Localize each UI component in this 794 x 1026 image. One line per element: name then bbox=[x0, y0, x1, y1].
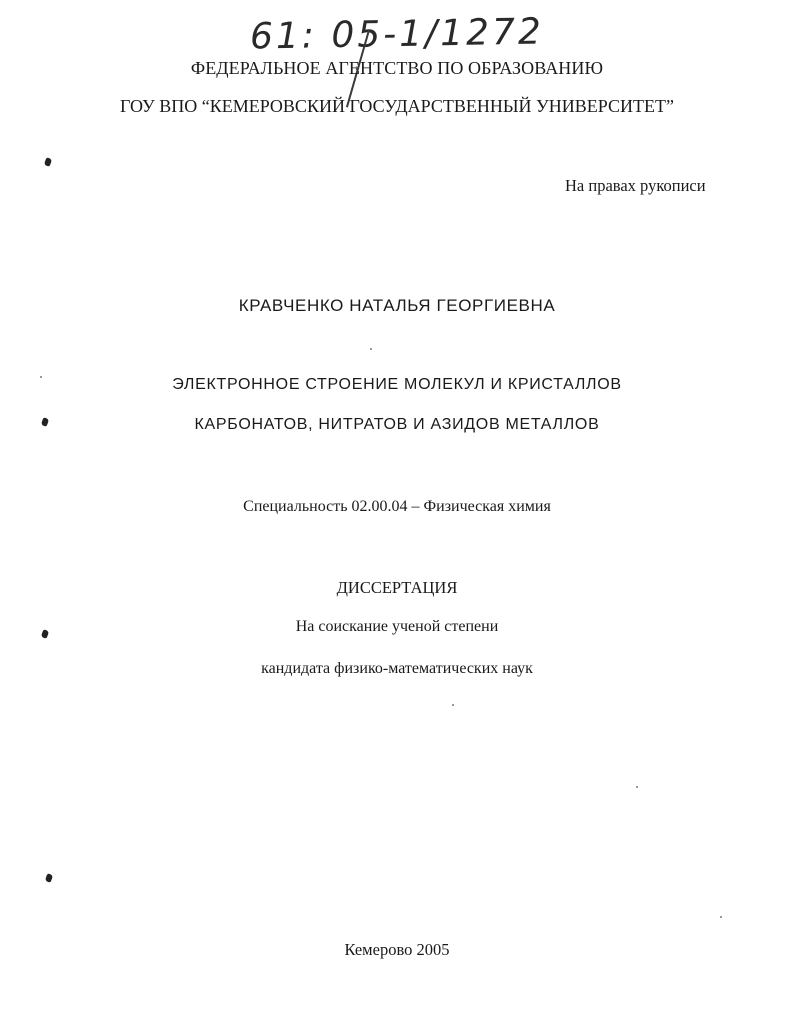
university-heading: ГОУ ВПО “КЕМЕРОВСКИЙ ГОСУДАРСТВЕННЫЙ УНИВЕРСИТЕТ” bbox=[120, 96, 674, 116]
scan-speck bbox=[370, 348, 372, 350]
thesis-title-line-1: ЭЛЕКТРОННОЕ СТРОЕНИЕ МОЛЕКУЛ И КРИСТАЛЛОВ bbox=[172, 376, 622, 393]
handwritten-archive-number: 61: 05-1/1272 bbox=[249, 11, 545, 58]
scan-speck bbox=[720, 916, 722, 918]
thesis-title-line-2: КАРБОНАТОВ, НИТРАТОВ И АЗИДОВ МЕТАЛЛОВ bbox=[194, 416, 600, 433]
scan-speck bbox=[636, 786, 638, 788]
degree-line-2: кандидата физико-математических наук bbox=[261, 660, 533, 677]
scan-speck bbox=[40, 376, 42, 378]
degree-line-1: На соискание ученой степени bbox=[295, 618, 499, 635]
binder-hole-mark bbox=[44, 157, 52, 167]
binder-hole-mark bbox=[41, 629, 49, 639]
manuscript-rights-note: На правах рукописи bbox=[565, 176, 706, 195]
city-year: Кемерово 2005 bbox=[344, 940, 450, 959]
scan-speck bbox=[452, 704, 454, 706]
agency-heading: ФЕДЕРАЛЬНОЕ АГЕНТСТВО ПО ОБРАЗОВАНИЮ bbox=[190, 58, 604, 78]
specialty-line: Специальность 02.00.04 – Физическая химия bbox=[243, 498, 551, 515]
document-type: ДИССЕРТАЦИЯ bbox=[336, 578, 458, 597]
author-name: КРАВЧЕНКО НАТАЛЬЯ ГЕОРГИЕВНА bbox=[238, 296, 556, 315]
binder-hole-mark bbox=[45, 873, 53, 883]
